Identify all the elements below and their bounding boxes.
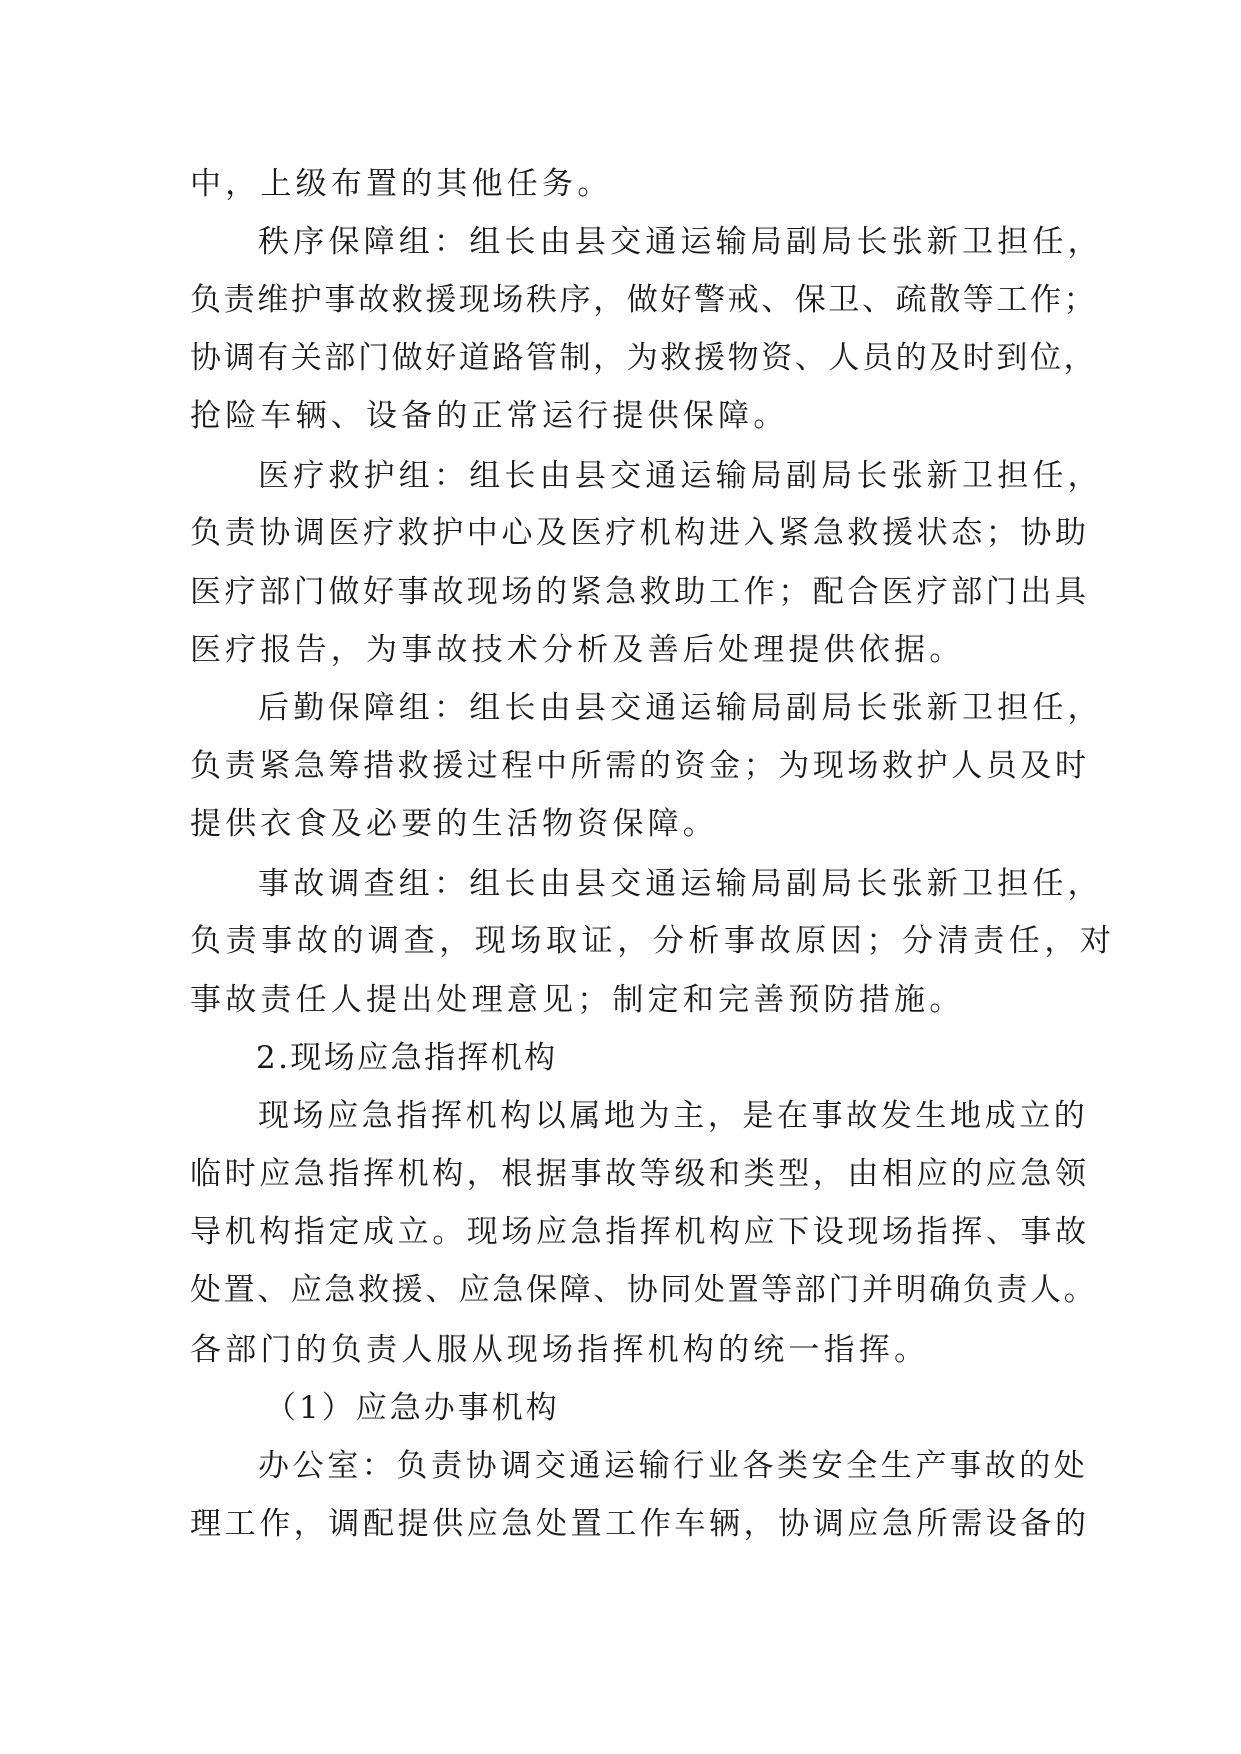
text-line: 提供衣食及必要的生活物资保障。 [190,806,718,842]
text-line: 医疗部门做好事故现场的紧急救助工作；配合医疗部门出具 [190,574,1090,610]
text-line: 中，上级布置的其他任务。 [190,166,613,202]
text-line: 事故责任人提出处理意见；制定和完善预防措施。 [190,982,965,1018]
text-line: 后勤保障组：组长由县交通运输局副局长张新卫担任， [258,690,1103,726]
text-line: 导机构指定成立。现场应急指挥机构应下设现场指挥、事故 [190,1214,1090,1250]
text-line: 事故调查组：组长由县交通运输局副局长张新卫担任， [258,866,1103,902]
text-line: 抢险车辆、设备的正常运行提供保障。 [190,398,789,434]
text-line: 负责事故的调查，现场取证，分析事故原因；分清责任，对 [190,923,1116,959]
text-line: 秩序保障组：组长由县交通运输局副局长张新卫担任， [258,224,1103,260]
text-line: 负责紧急筹措救援过程中所需的资金；为现场救护人员及时 [190,748,1090,784]
text-line: 负责维护事故救援现场秩序，做好警戒、保卫、疏散等工作； [190,282,1098,318]
text-line: 医疗报告，为事故技术分析及善后处理提供依据。 [190,632,965,668]
text-line: （1）应急办事机构 [265,1390,560,1426]
text-line: 负责协调医疗救护中心及医疗机构进入紧急救援状态；协助 [190,515,1090,551]
text-line: 办公室：负责协调交通运输行业各类安全生产事故的处 [258,1448,1089,1484]
text-line: 2.现场应急指挥机构 [256,1040,558,1076]
text-line: 临时应急指挥机构，根据事故等级和类型，由相应的应急领 [190,1156,1090,1192]
text-line: 医疗救护组：组长由县交通运输局副局长张新卫担任， [258,458,1103,494]
text-line: 现场应急指挥机构以属地为主，是在事故发生地成立的 [258,1098,1089,1134]
text-line: 理工作，调配提供应急处置工作车辆，协调应急所需设备的 [190,1506,1090,1542]
text-line: 处置、应急救援、应急保障、协同处置等部门并明确负责人。 [190,1272,1098,1308]
text-line: 各部门的负责人服从现场指挥机构的统一指挥。 [190,1332,930,1368]
text-line: 协调有关部门做好道路管制，为救援物资、人员的及时到位， [190,340,1098,376]
